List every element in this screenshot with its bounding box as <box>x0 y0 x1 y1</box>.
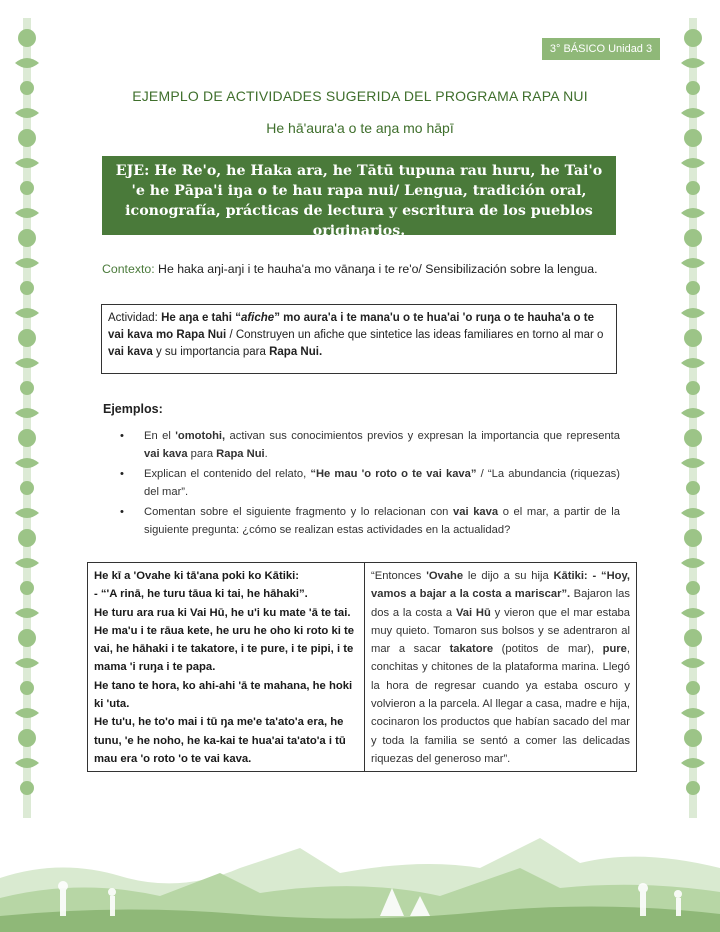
story-line: He turu ara rua ki Vai Hū, he u'i ku mate 'ā te tai. <box>94 606 351 619</box>
right-ornament-border <box>678 18 708 818</box>
examples-heading: Ejemplos: <box>103 402 163 416</box>
document-title: EJEMPLO DE ACTIVIDADES SUGERIDA DEL PROGRAMA RAPA NUI <box>132 88 588 104</box>
activity-term-rapa-nui: Rapa Nui. <box>269 346 323 358</box>
grade-unit-tab: 3° BÁSICO Unidad 3 <box>542 38 660 60</box>
story-line: He ma'u i te rāua kete, he uru he oho ki roto ki te vai, he hāhaki i te takatore, i te pure, i te pipi, i te mama 'i ruŋa i te papa. <box>94 624 355 674</box>
list-item: • En el 'omotohi, activan sus conocimientos previos y expresan la importancia que representa vai kava para Rapa Nui. <box>120 428 620 463</box>
document-subtitle: He hā'aura'a o te aŋa mo hāpī <box>266 120 454 136</box>
story-line: He tu'u, he to'o mai i tū ŋa me'e ta'ato'a era, he tunu, 'e he noho, he ka-kai te hua'ai ta'ato'a i tū mau era 'o roto 'o te vai kava. <box>94 716 346 765</box>
activity-title-rapanui: He aŋa e tahi “ <box>161 312 241 324</box>
context-line <box>102 262 662 276</box>
story-spanish-column: “Entonces 'Ovahe le dijo a su hija Kātiki: - “Hoy, vamos a bajar a la costa a mariscar”. Bajaron las dos a la costa a Vai Hū y vieron que el mar estaba muy quieto. Tomaron sus bolsos y se adentraron al mar a sacar takatore (potitos de mar), pure, conchitas y chitones de la plataforma marina. Llegó la hora de regresar cuando ya estaba oscuro y volvieron a la parcela. Al llegar a casa, madre e hija, cocinaron los productos que habían sacado del mar y toda la familia se sentó a comer las delicadas riquezas del generoso mar”. <box>371 570 630 765</box>
activity-box <box>101 304 617 374</box>
activity-title-rapanui-2: ” mo aura'a i te mana'u o te hua'ai 'o ruŋa o te hauha'a o te vai kava mo Rapa Nui <box>108 312 594 341</box>
eje-text: EJE: He Re'o, he Haka ara, he Tātū tupuna rau huru, he Tai'o 'e he Pāpa'i iŋa o te hau rapa nui/ Lengua, tradición oral, iconografía, prácticas de lectura y escritura de los pueblos originarios. <box>115 163 603 239</box>
examples-list <box>120 428 620 542</box>
activity-text: / Construyen un afiche que sintetice las ideas familiares en torno al mar o <box>226 329 604 341</box>
context-text: He haka aŋi-aŋi i te hauha'a mo vānaŋa i te re'o/ Sensibilización sobre la lengua. <box>154 262 598 276</box>
story-line: He tano te hora, ko ahi-ahi 'ā te mahana, he hoki ki 'uta. <box>94 679 353 711</box>
story-rapanui-column <box>88 563 365 771</box>
story-line: - “'A rinā, he turu tāua ki tai, he hāhaki”. <box>94 588 308 601</box>
left-ornament-border <box>12 18 42 818</box>
story-table <box>87 562 637 772</box>
activity-term-vai-kava: vai kava <box>108 346 153 358</box>
list-item: • Comentan sobre el siguiente fragmento y lo relacionan con vai kava o el mar, a partir de la siguiente pregunta: ¿cómo se realizan estas actividades en la actualidad? <box>120 504 620 539</box>
story-line: He kī a 'Ovahe ki tā'ana poki ko Kātiki: <box>94 570 300 582</box>
activity-text-2: y su importancia para <box>152 346 270 358</box>
eje-banner <box>102 156 616 239</box>
activity-label: Actividad: <box>108 312 162 324</box>
context-label: Contexto: <box>102 262 155 276</box>
landscape-footer-illustration <box>0 818 720 932</box>
activity-afiche: afiche <box>240 312 275 324</box>
list-item: • Explican el contenido del relato, “He mau 'o roto o te vai kava” / “La abundancia (riquezas) del mar”. <box>120 466 620 501</box>
